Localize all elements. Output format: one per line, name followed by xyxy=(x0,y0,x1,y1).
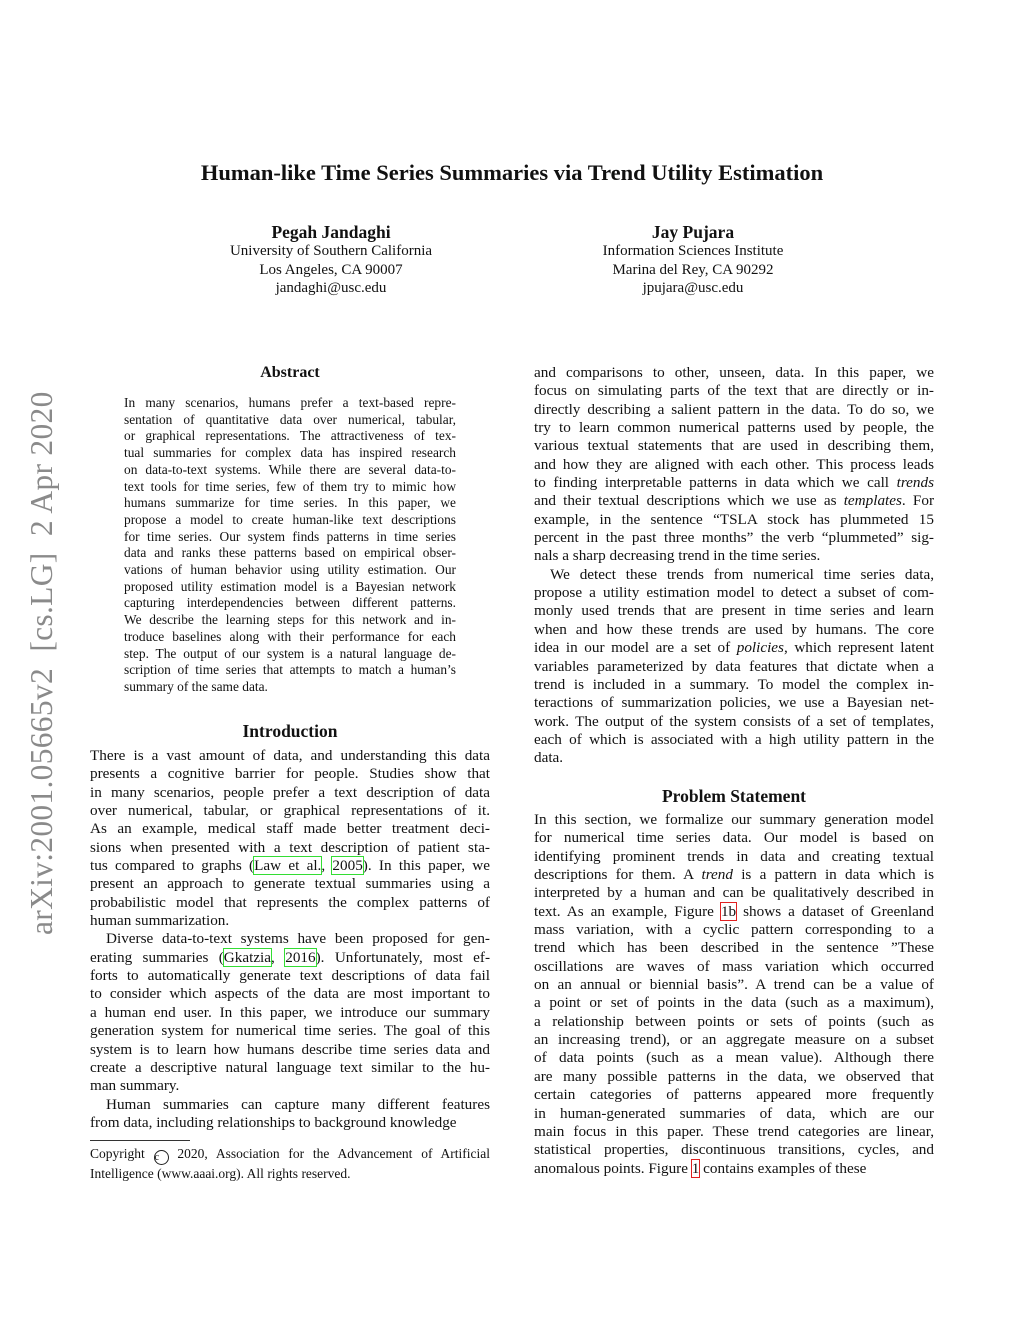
author-email: jandaghi@usc.edu xyxy=(275,280,387,296)
paragraph xyxy=(534,364,934,566)
text-line: forts to automatically generate text descriptions of data fail xyxy=(90,967,490,985)
text-line: oscillations are waves of mass variation which occurred xyxy=(534,957,934,975)
text-line: a human end user. In this paper, we introduce our summary xyxy=(90,1003,490,1021)
paragraph xyxy=(90,1096,490,1133)
abstract-heading: Abstract xyxy=(260,364,320,381)
text-line: text. As an example, Figure 1b shows a dataset of Greenland xyxy=(534,902,934,920)
text-line: or graphical representations. The attractiveness of tex- xyxy=(124,428,456,444)
text-line: propose a utility estimation model to detect a subset of com- xyxy=(534,584,934,602)
text-line: trend which has been described in the sentence ”These xyxy=(534,939,934,957)
text-line: statistical properties, discontinuous transitions, cycles, and xyxy=(534,1141,934,1159)
text-line: In this section, we formalize our summary generation model xyxy=(534,811,934,828)
text-line: descriptions for them. A trend is a pattern in data which is xyxy=(534,866,934,884)
paragraph xyxy=(534,811,934,1178)
text-line: when and how these trends are used by humans. The core xyxy=(534,620,934,638)
text-line: We describe the learning steps for this network and in- xyxy=(124,612,456,628)
text-line: main focus in this paper. These trend categories are linear, xyxy=(534,1122,934,1140)
text-line: tus compared to graphs (Law et al., 2005). In this paper, we xyxy=(90,857,490,875)
text-line: percent in the past three months” the verb “plummeted” sig- xyxy=(534,529,934,547)
text-line: and comparisons to other, unseen, data. In this paper, we xyxy=(534,364,934,381)
text-line: identifying prominent trends in data and creating textual xyxy=(534,847,934,865)
emphasized-term: trends xyxy=(896,474,934,492)
text-line: on data-to-text systems. While there are several data-to- xyxy=(124,461,456,477)
text-line: propose a model to create human-like text descriptions xyxy=(124,511,456,527)
text-line: trend is included in a summary. To model the complex in- xyxy=(534,675,934,693)
footnote-rule xyxy=(90,1140,190,1141)
text-line: mass variation, with a cyclic pattern corresponding to a xyxy=(534,921,934,939)
text-line: certain categories of patterns appeared more frequently xyxy=(534,1086,934,1104)
text-line: sions when presented with a text description of patient sta- xyxy=(90,838,490,856)
text-line: summary of the same data. xyxy=(124,678,268,694)
text-line: tual summaries for complex data has inspired research xyxy=(124,445,456,461)
text-line: text tools for time series, few of them try to mimic how xyxy=(124,478,456,494)
text-line: are many possible patterns in the data, we observed that xyxy=(534,1067,934,1085)
text-line: on an annual or biennial basis”. A trend can be a value of xyxy=(534,976,934,994)
text-line: for time series. Our system finds patterns in time series xyxy=(124,528,456,544)
problem-statement-body xyxy=(534,811,934,1178)
figure-reference-link[interactable]: 1 xyxy=(691,1159,700,1177)
text-line: to finding interpretable patterns in data which we call trends xyxy=(534,474,934,492)
text-line: present an approach to generate textual summaries using a xyxy=(90,875,490,893)
text-line: troduce baselines along with their performance for each xyxy=(124,628,456,644)
text-line: vations of human behavior using utility estimation. Our xyxy=(124,562,456,578)
text-line: step. The output of our system is a natural language de- xyxy=(124,645,456,661)
introduction-body xyxy=(90,747,490,1132)
text-line: an increasing trend), or an aggregate measure on a subset xyxy=(534,1031,934,1049)
paper-title: Human-like Time Series Summaries via Trend Utility Estimation xyxy=(200,160,824,185)
text-line: system is to learn how humans describe time series data and xyxy=(90,1040,490,1058)
text-line: each of which is associated with a high utility pattern in the xyxy=(534,730,934,748)
paragraph xyxy=(534,566,934,768)
text-line: As an example, medical staff made better treatment deci- xyxy=(90,820,490,838)
text-line: probabilistic model that represents the complex patterns of xyxy=(90,893,490,911)
text-line: scription of time series that attempts to match a human’s xyxy=(124,662,456,678)
citation-link[interactable]: Law et al. xyxy=(254,857,322,875)
text-line: focus on simulating parts of the text that are directly or in- xyxy=(534,382,934,400)
emphasized-term: policies xyxy=(736,639,784,657)
text-line: anomalous points. Figure 1 contains examples of these xyxy=(534,1159,867,1177)
paragraph xyxy=(90,747,490,930)
citation-link[interactable]: 2005 xyxy=(332,857,363,875)
text-line: of data points (such as a mean value). Although there xyxy=(534,1049,934,1067)
figure-reference-link[interactable]: 1b xyxy=(720,902,737,920)
text-line: in many scenarios, people prefer a text description of data xyxy=(90,783,490,801)
paragraph xyxy=(90,930,490,1095)
text-line: various textual statements that are used in describing them, xyxy=(534,437,934,455)
author-name: Pegah Jandaghi xyxy=(271,222,391,242)
text-line: for numerical time series data. Our model is based on xyxy=(534,829,934,847)
text-line: There is a vast amount of data, and understanding this data xyxy=(90,747,490,764)
text-line: sentation of quantitative data over numerical, tabular, xyxy=(124,411,456,427)
introduction-heading: Introduction xyxy=(242,721,338,741)
text-line: try to learn common numerical patterns used by people, the xyxy=(534,419,934,437)
copyright-text-line2: Intelligence (www.aaai.org). All rights reserved. xyxy=(90,1166,351,1181)
text-line: We detect these trends from numerical time series data, xyxy=(550,565,934,583)
author-address: Los Angeles, CA 90007 xyxy=(259,261,403,278)
text-line: man summary. xyxy=(90,1077,180,1095)
author-block-1 xyxy=(151,222,511,298)
text-line: interpreted by a human and can be qualitatively described in xyxy=(534,884,934,902)
text-line: monly used trends that are present in time series and learn xyxy=(534,602,934,620)
author-affiliation: Information Sciences Institute xyxy=(602,243,784,259)
text-line: a point or set of points in the data (such as a maximum), xyxy=(534,994,934,1012)
introduction-continued-body xyxy=(534,364,934,768)
text-line: data. xyxy=(534,749,564,767)
author-block-2 xyxy=(513,222,873,298)
text-line: from data, including relationships to background knowledge xyxy=(90,1113,457,1131)
text-line: create a descriptive natural language text similar to the hu- xyxy=(90,1058,490,1076)
text-line: and how they are aligned with each other. This process leads xyxy=(534,455,934,473)
citation-link[interactable]: 2016 xyxy=(285,948,316,966)
copyright-label: Copyright xyxy=(90,1146,145,1161)
emphasized-term: trend xyxy=(701,866,733,884)
text-line: nals a sharp decreasing trend in the time series. xyxy=(534,547,821,565)
text-line: variables parameterized by data features that dictate when a xyxy=(534,657,934,675)
text-line: capturing interdependencies between different patterns. xyxy=(124,595,456,611)
text-line: work. The output of the system consists of a set of templates, xyxy=(534,712,934,730)
text-line: over numerical, tabular, or graphical representations of it. xyxy=(90,802,490,820)
text-line: a relationship between points or sets of points (such as xyxy=(534,1012,934,1030)
author-name: Jay Pujara xyxy=(651,222,735,242)
text-line: proposed utility estimation model is a Bayesian network xyxy=(124,578,456,594)
emphasized-term: templates xyxy=(843,492,902,510)
text-line: erating summaries (Gkatzia, 2016). Unfortunately, most ef- xyxy=(90,948,490,966)
text-line: Human summaries can capture many different features xyxy=(106,1095,490,1113)
text-line: directly describing a salient pattern in the data. To do so, we xyxy=(534,400,934,418)
copyright-symbol-icon: c xyxy=(154,1150,169,1165)
problem-statement-heading: Problem Statement xyxy=(661,786,807,806)
text-line: and their textual descriptions which we use as templates. For xyxy=(534,492,935,510)
paragraph xyxy=(124,395,456,696)
text-line: humans summarize for time series. In this paper, we xyxy=(124,495,456,511)
text-line: to consider which aspects of the data are most important to xyxy=(90,985,490,1003)
citation-link[interactable]: Gkatzia xyxy=(223,948,272,966)
abstract-body xyxy=(124,395,456,696)
copyright-text: 2020, Association for the Advancement of Artificial xyxy=(177,1146,491,1161)
author-affiliation: University of Southern California xyxy=(229,243,433,259)
text-line: presents a cognitive barrier for people. Studies show that xyxy=(90,765,490,783)
text-line: In many scenarios, humans prefer a text-based repre- xyxy=(124,395,456,410)
text-line: example, in the sentence “TSLA stock has plummeted 15 xyxy=(534,510,934,528)
author-address: Marina del Rey, CA 90292 xyxy=(612,261,774,278)
text-line: teractions of summarization policies, we use a Bayesian net- xyxy=(534,694,934,712)
text-line: Diverse data-to-text systems have been proposed for gen- xyxy=(106,930,490,948)
text-line: generation system for numerical time series. The goal of this xyxy=(90,1022,490,1040)
arxiv-identifier-stamp: arXiv:2001.05665v2 [cs.LG] 2 Apr 2020 xyxy=(24,391,59,935)
copyright-footnote xyxy=(90,1145,490,1182)
author-email: jpujara@usc.edu xyxy=(642,280,744,296)
text-line: in human-generated summaries of data, which are our xyxy=(534,1104,934,1122)
text-line: human summarization. xyxy=(90,912,230,930)
text-line: data and ranks these patterns based on empirical obser- xyxy=(124,545,456,561)
text-line: idea in our model are a set of policies, which represent latent xyxy=(534,639,934,657)
